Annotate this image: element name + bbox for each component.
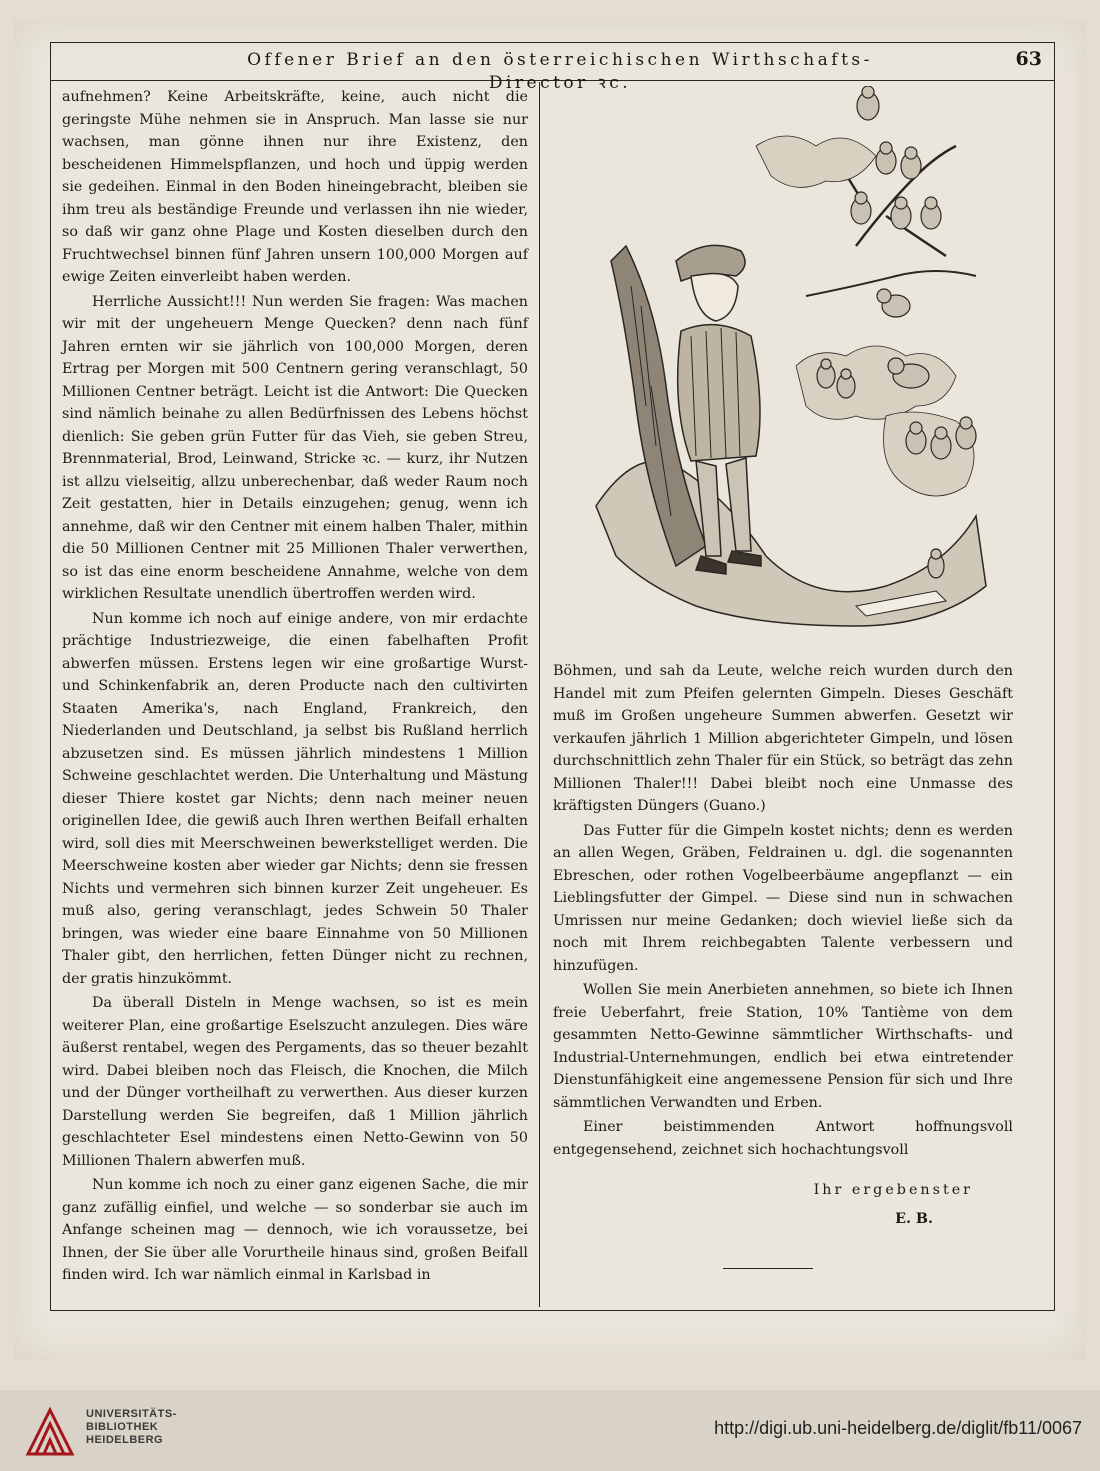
- signature-closing: Ihr ergebenster: [813, 1182, 973, 1198]
- column-divider: [539, 82, 540, 1307]
- paragraph: Herrliche Aussicht!!! Nun werden Sie fragen: Was machen wir mit der ungeheuern Menge Quecken? denn nach fünf Jahren ernten wir sie jährlich von 100,000 Morgen, deren Ertrag per Morgen mit 500 Centnern gering veranschlagt, 50 Millionen Centner beträgt. Leicht ist die Antwort: Die Quecken sind nämlich beinahe zu allen Bedürfnissen des Lebens höchst dienlich: Sie geben grün Futter für das Vieh, sie geben Streu, Brennmaterial, Brod, Leinwand, Stricke ꝛc. — kurz, ihr Nutzen ist allzu vielseitig, allzu unberechenbar, daß weder Raum noch Zeit gestatten, hier in Details einzugehen; genug, wenn ich annehme, daß wir den Centner mit einem halben Thaler, mithin die 50 Millionen Centner mit 25 Millionen Thaler verwerthen, so ist das eine enorm bescheidene Annahme, welche von dem wirklichen Resultate unendlich übertroffen werden wird.: [62, 293, 528, 602]
- library-name-line: HEIDELBERG: [86, 1434, 164, 1446]
- page-number: 63: [1015, 48, 1042, 70]
- paragraph: Da überall Disteln in Menge wachsen, so ist es mein weiterer Plan, eine großartige Eselszucht anzulegen. Dies wäre äußerst rentabel, wegen des Pergaments, das so theuer bezahlt wird. Dabei bleiben noch das Fleisch, die Knochen, die Milch und der Dünger vortheilhaft zu verwerthen. Aus dieser kurzen Darstellung werden Sie begreifen, daß 1 Million jährlich geschlachteter Esel mindestens einen Netto-Gewinn von 50 Millionen Thalern abwerfen muß.: [62, 995, 528, 1169]
- paragraph: Einer beistimmenden Antwort hoffnungsvoll entgegensehend, zeichnet sich hochachtungsvoll: [553, 1119, 1013, 1158]
- running-header-title: Offener Brief an den österreichischen Wirthschafts-Director ꝛc.: [247, 50, 873, 93]
- library-name: [86, 1408, 177, 1447]
- paragraph: Böhmen, und sah da Leute, welche reich wurden durch den Handel mit zum Pfeifen gelernten Gimpeln. Dieses Geschäft muß im Großen ungeheure Summen abwerfen. Gesetzt wir verkaufen jährlich 1 Million abgerichteter Gimpeln, und lösen durchschnittlich zehn Thaler für ein Stück, so beträgt das zehn Millionen Thaler!!! Dabei bleibt noch eine Unmasse des kräftigsten Düngers (Guano.): [553, 663, 1013, 814]
- library-logo-icon: [24, 1406, 76, 1456]
- right-column: [553, 660, 1013, 1269]
- end-rule: [723, 1268, 813, 1269]
- paragraph: aufnehmen? Keine Arbeitskräfte, keine, auch nicht die geringste Mühe nehmen sie in Anspruch. Man lasse sie nur wachsen, man gönne ihnen nur ihre Existenz, den bescheidenen Himmelspflanzen, und hoch und üppig werden sie gedeihen. Einmal in den Boden hineingebracht, bleiben sie ihm treu als beständige Freunde und verlassen ihn nie wieder, so daß wir ganz ohne Plage und Kosten dieselben durch den Fruchtwechsel binnen fünf Jahren unsern 100,000 Morgen auf ewige Zeiten einverleibt haben werden.: [62, 89, 528, 285]
- library-name-line: UNIVERSITÄTS-: [86, 1408, 177, 1420]
- paragraph: Das Futter für die Gimpeln kostet nichts; denn es werden an allen Wegen, Gräben, Feldrainen u. dgl. die sogenannten Ebreschen, oder rothen Vogelbeerbäume angepflanzt — ein Lieblingsfutter der Gimpel. — Diese sind nun in schwachen Umrissen nur meine Gedanken; doch wieviel ließe sich da noch mit Ihrem reichbegabten Talente verbessern und hinzufügen.: [553, 822, 1013, 974]
- left-column: [62, 86, 528, 1287]
- source-url[interactable]: http://digi.ub.uni-heidelberg.de/diglit/fb11/0067: [714, 1418, 1082, 1438]
- library-logo[interactable]: [16, 1404, 276, 1458]
- signature-initials: E. B.: [895, 1210, 933, 1227]
- boy-with-birds-illustration: [556, 86, 1016, 646]
- paragraph: Nun komme ich noch zu einer ganz eigenen Sache, die mir ganz zufällig einfiel, und welche — so sonderbar sie auch im Anfange scheinen mag — dennoch, wie ich voraussetze, bei Ihnen, der Sie über alle Vorurtheile hinaus sind, großen Beifall finden wird. Ich war nämlich einmal in Karlsbad in: [62, 1177, 528, 1283]
- paragraph: Nun komme ich noch auf einige andere, von mir erdachte prächtige Industriezweige, die einen fabelhaften Profit abwerfen müssen. Erstens legen wir eine großartige Wurst- und Schinkenfabrik an, deren Producte nach den cultivirten Staaten Amerika's, nach England, Frankreich, den Niederlanden und Deutschland, ja selbst bis Rußland herrlich abzusetzen sind. Es müssen jährlich mindestens 1 Million Schweine geschlachtet werden. Die Unterhaltung und Mästung dieser Thiere kostet gar Nichts; denn nach meiner neuen originellen Idee, die gewiß auch Ihren werthen Beifall erhalten wird, soll dies mit Meerschweinen bewerkstelliget werden. Die Meerschweine kosten aber wieder gar Nichts; denn sie fressen Nichts und vermehren sich binnen kurzer Zeit ungeheuer. Es muß also, gering veranschlagt, jedes Schwein 50 Thaler bringen, was wieder eine baare Einnahme von 50 Millionen Thaler gibt, den herrlichen, fetten Dünger nicht zu rechnen, der gratis hinzukömmt.: [62, 610, 528, 987]
- paragraph: Wollen Sie mein Anerbieten annehmen, so biete ich Ihnen freie Ueberfahrt, freie Station, 10% Tantième von dem gesammten Netto-Gewinne sämmtlicher Wirthschafts- und Industrial-Unternehmungen, endlich bei etwa eintretender Dienstunfähigkeit eine angemessene Pension für sich und Ihre sämmtlichen Verwandten und Erben.: [553, 982, 1013, 1111]
- library-name-line: BIBLIOTHEK: [86, 1421, 159, 1433]
